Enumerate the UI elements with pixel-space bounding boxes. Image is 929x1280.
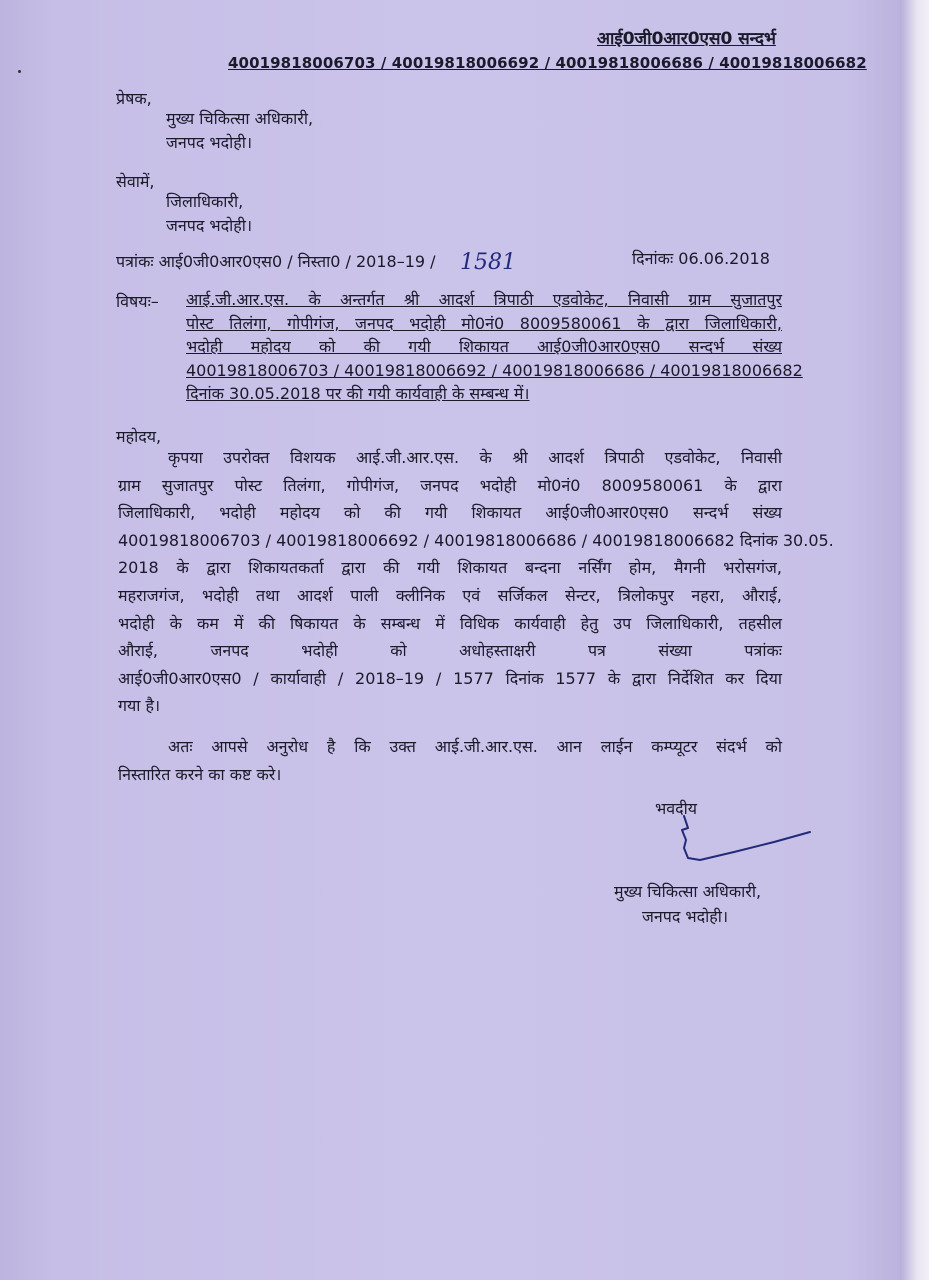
closing-word: भवदीय [655,799,698,818]
body-line: आई0जी0आर0एस0 / कार्यावाही / 2018–19 / 1577 दिनांक 1577 के द्वारा निर्देशित कर दिया [118,668,782,688]
salutation: महोदय, [116,427,162,446]
body-line: औराई, जनपद भदोही को अधोहस्ताक्षरी पत्र संख्या पत्रांकः [118,641,782,661]
closing-district: जनपद भदोही। [642,907,729,926]
subject-text [186,288,803,406]
body-line: 40019818006703 / 40019818006692 / 40019818006686 / 40019818006682 दिनांक 30.05. [118,530,834,550]
subject-line: भदोही महोदय को की गयी शिकायत आई0जी0आर0एस0 सन्दर्भ संख्य [186,337,782,356]
letter-number: पत्रांकः आई0जी0आर0एस0 / निस्ता0 / 2018–19 / [116,252,436,271]
recipient-district: जनपद भदोही। [166,216,253,235]
recipient-label: सेवामें, [116,172,155,191]
closing-designation: मुख्य चिकित्सा अधिकारी, [614,882,762,901]
reference-numbers: 40019818006703 / 40019818006692 / 40019818006686 / 40019818006682 [228,54,867,72]
reference-heading: आई0जी0आर0एस0 सन्दर्भ [597,29,776,49]
svg-text:1581: 1581 [460,250,516,275]
recipient-designation: जिलाधिकारी, [166,192,244,211]
body-line: जिलाधिकारी, भदोही महोदय को की गयी शिकायत आई0जी0आर0एस0 सन्दर्भ संख्य [118,503,782,523]
sender-district: जनपद भदोही। [166,133,253,152]
subject-line: दिनांक 30.05.2018 पर की गयी कार्यवाही के सम्बन्ध में। [186,384,530,403]
body-line: कृपया उपरोक्त विशयक आई.जी.आर.एस. के श्री आदर्श त्रिपाठी एडवोकेट, निवासी [168,448,782,467]
paper-edge [900,0,929,1280]
body-line: 2018 के द्वारा शिकायतकर्ता द्वारा की गयी शिकायत बन्दना नर्सिंग होम, मैगनी भरोसगंज, [118,558,782,578]
request-line: अतः आपसे अनुरोध है कि उक्त आई.जी.आर.एस. आन लाईन कम्प्यूटर संदर्भ को [168,737,782,756]
sender-label: प्रेषक, [116,89,152,108]
request-paragraph [118,733,782,789]
body-line: गया है। [118,696,161,716]
subject-line: 40019818006703 / 40019818006692 / 40019818006686 / 40019818006682 [186,360,803,380]
letter-body [118,444,834,720]
body-line: भदोही के कम में की षिकायत के सम्बन्ध में विधिक कार्यवाही हेतु उप जिलाधिकारी, तहसील [118,613,782,633]
letter-date: दिनांकः 06.06.2018 [632,249,770,268]
handwritten-number [456,247,522,275]
request-line: निस्तारित करने का कष्ट करे। [118,765,282,784]
subject-line: आई.जी.आर.एस. के अन्तर्गत श्री आदर्श त्रिपाठी एडवोकेट, निवासी ग्राम सुजातपुर [186,290,782,309]
body-line: ग्राम सुजातपुर पोस्ट तिलंगा, गोपीगंज, जनपद भदोही मो0नं0 8009580061 के द्वारा [118,475,782,495]
signature [674,814,814,866]
sender-designation: मुख्य चिकित्सा अधिकारी, [166,109,314,128]
body-line: महराजगंज, भदोही तथा आदर्श पाली क्लीनिक एवं सर्जिकल सेन्टर, त्रिलोकपुर नहरा, औराई, [118,585,782,605]
speck [18,70,21,73]
subject-label: विषयः– [116,292,159,311]
subject-line: पोस्ट तिलंगा, गोपीगंज, जनपद भदोही मो0नं0 8009580061 के द्वारा जिलाधिकारी, [186,313,782,333]
